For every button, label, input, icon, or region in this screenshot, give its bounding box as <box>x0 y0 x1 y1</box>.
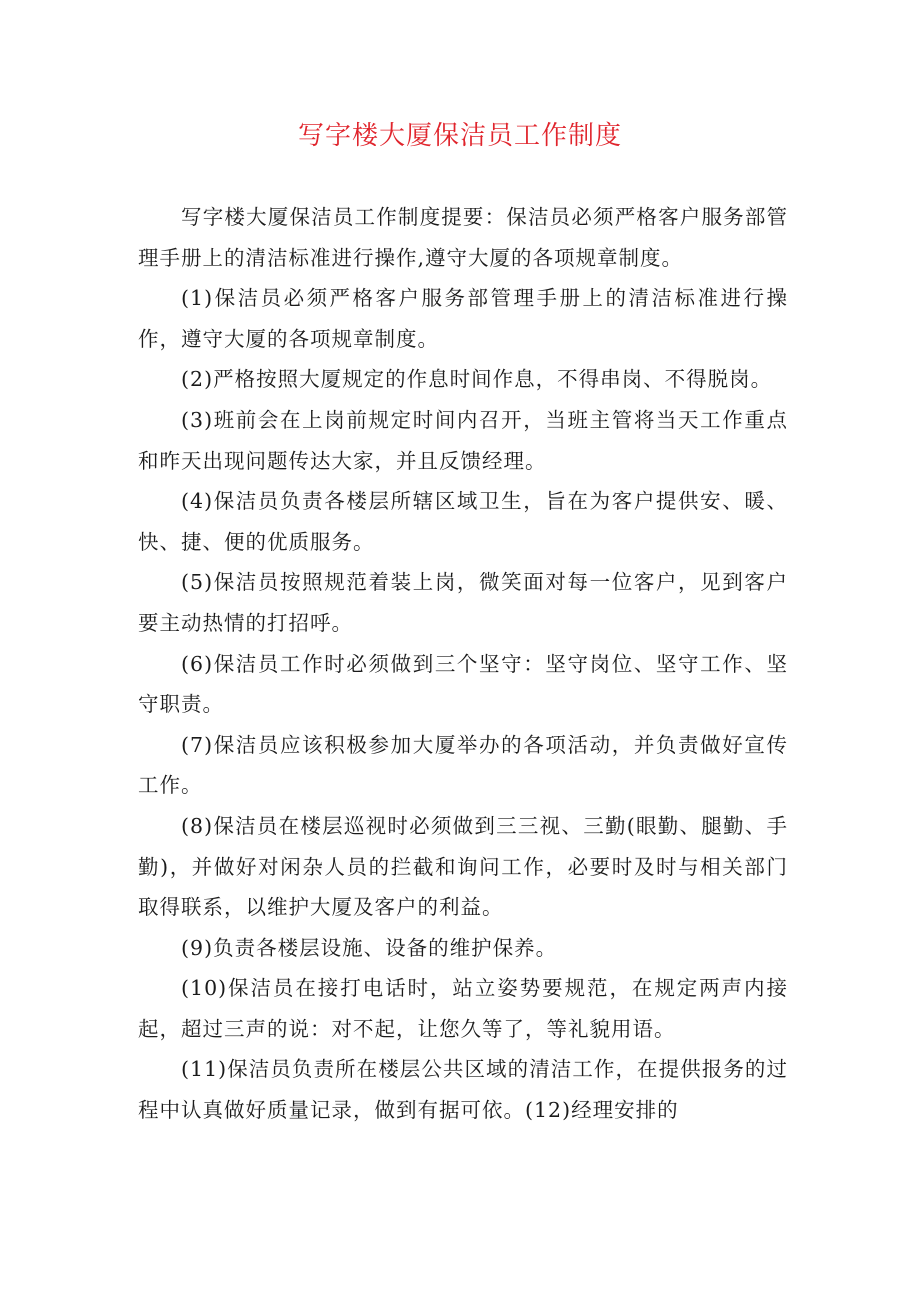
paragraph-item-8: (8)保洁员在楼层巡视时必须做到三三视、三勤(眼勤、腿勤、手勤)，并做好对闲杂人员的拦截和询问工作，必要时及时与相关部门取得联系，以维护大厦及客户的利益。 <box>138 813 788 920</box>
paragraph-item-2: (2)严格按照大厦规定的作息时间作息，不得串岗、不得脱岗。 <box>181 367 773 392</box>
document-body <box>138 197 788 1131</box>
paragraph-item-4: (4)保洁员负责各楼层所辖区域卫生，旨在为客户提供安、暖、快、捷、便的优质服务。 <box>138 489 788 554</box>
document-title: 写字楼大厦保洁员工作制度 <box>297 121 622 151</box>
paragraph-item-11: (11)保洁员负责所在楼层公共区域的清洁工作，在提供报务的过程中认真做好质量记录，做到有据可依。(12)经理安排的 <box>138 1057 788 1123</box>
paragraph-summary: 写字楼大厦保洁员工作制度提要：保洁员必须严格客户服务部管理手册上的清洁标准进行操作,遵守大厦的各项规章制度。 <box>138 205 788 270</box>
paragraph-item-10: (10)保洁员在接打电话时，站立姿势要规范，在规定两声内接起，超过三声的说：对不起，让您久等了，等礼貌用语。 <box>138 976 788 1041</box>
paragraph-item-9: (9)负责各楼层设施、设备的维护保养。 <box>181 935 558 960</box>
paragraph-item-3: (3)班前会在上岗前规定时间内召开，当班主管将当天工作重点和昨天出现问题传达大家，并且反馈经理。 <box>138 407 788 473</box>
paragraph-item-5: (5)保洁员按照规范着装上岗，微笑面对每一位客户，见到客户要主动热情的打招呼。 <box>138 570 788 635</box>
paragraph-item-1: (1)保洁员必须严格客户服务部管理手册上的清洁标准进行操作，遵守大厦的各项规章制度。 <box>138 286 788 351</box>
paragraph-item-7: (7)保洁员应该积极参加大厦举办的各项活动，并负责做好宣传工作。 <box>138 732 788 798</box>
paragraph-item-6: (6)保洁员工作时必须做到三个坚守：坚守岗位、坚守工作、坚守职责。 <box>138 651 788 717</box>
